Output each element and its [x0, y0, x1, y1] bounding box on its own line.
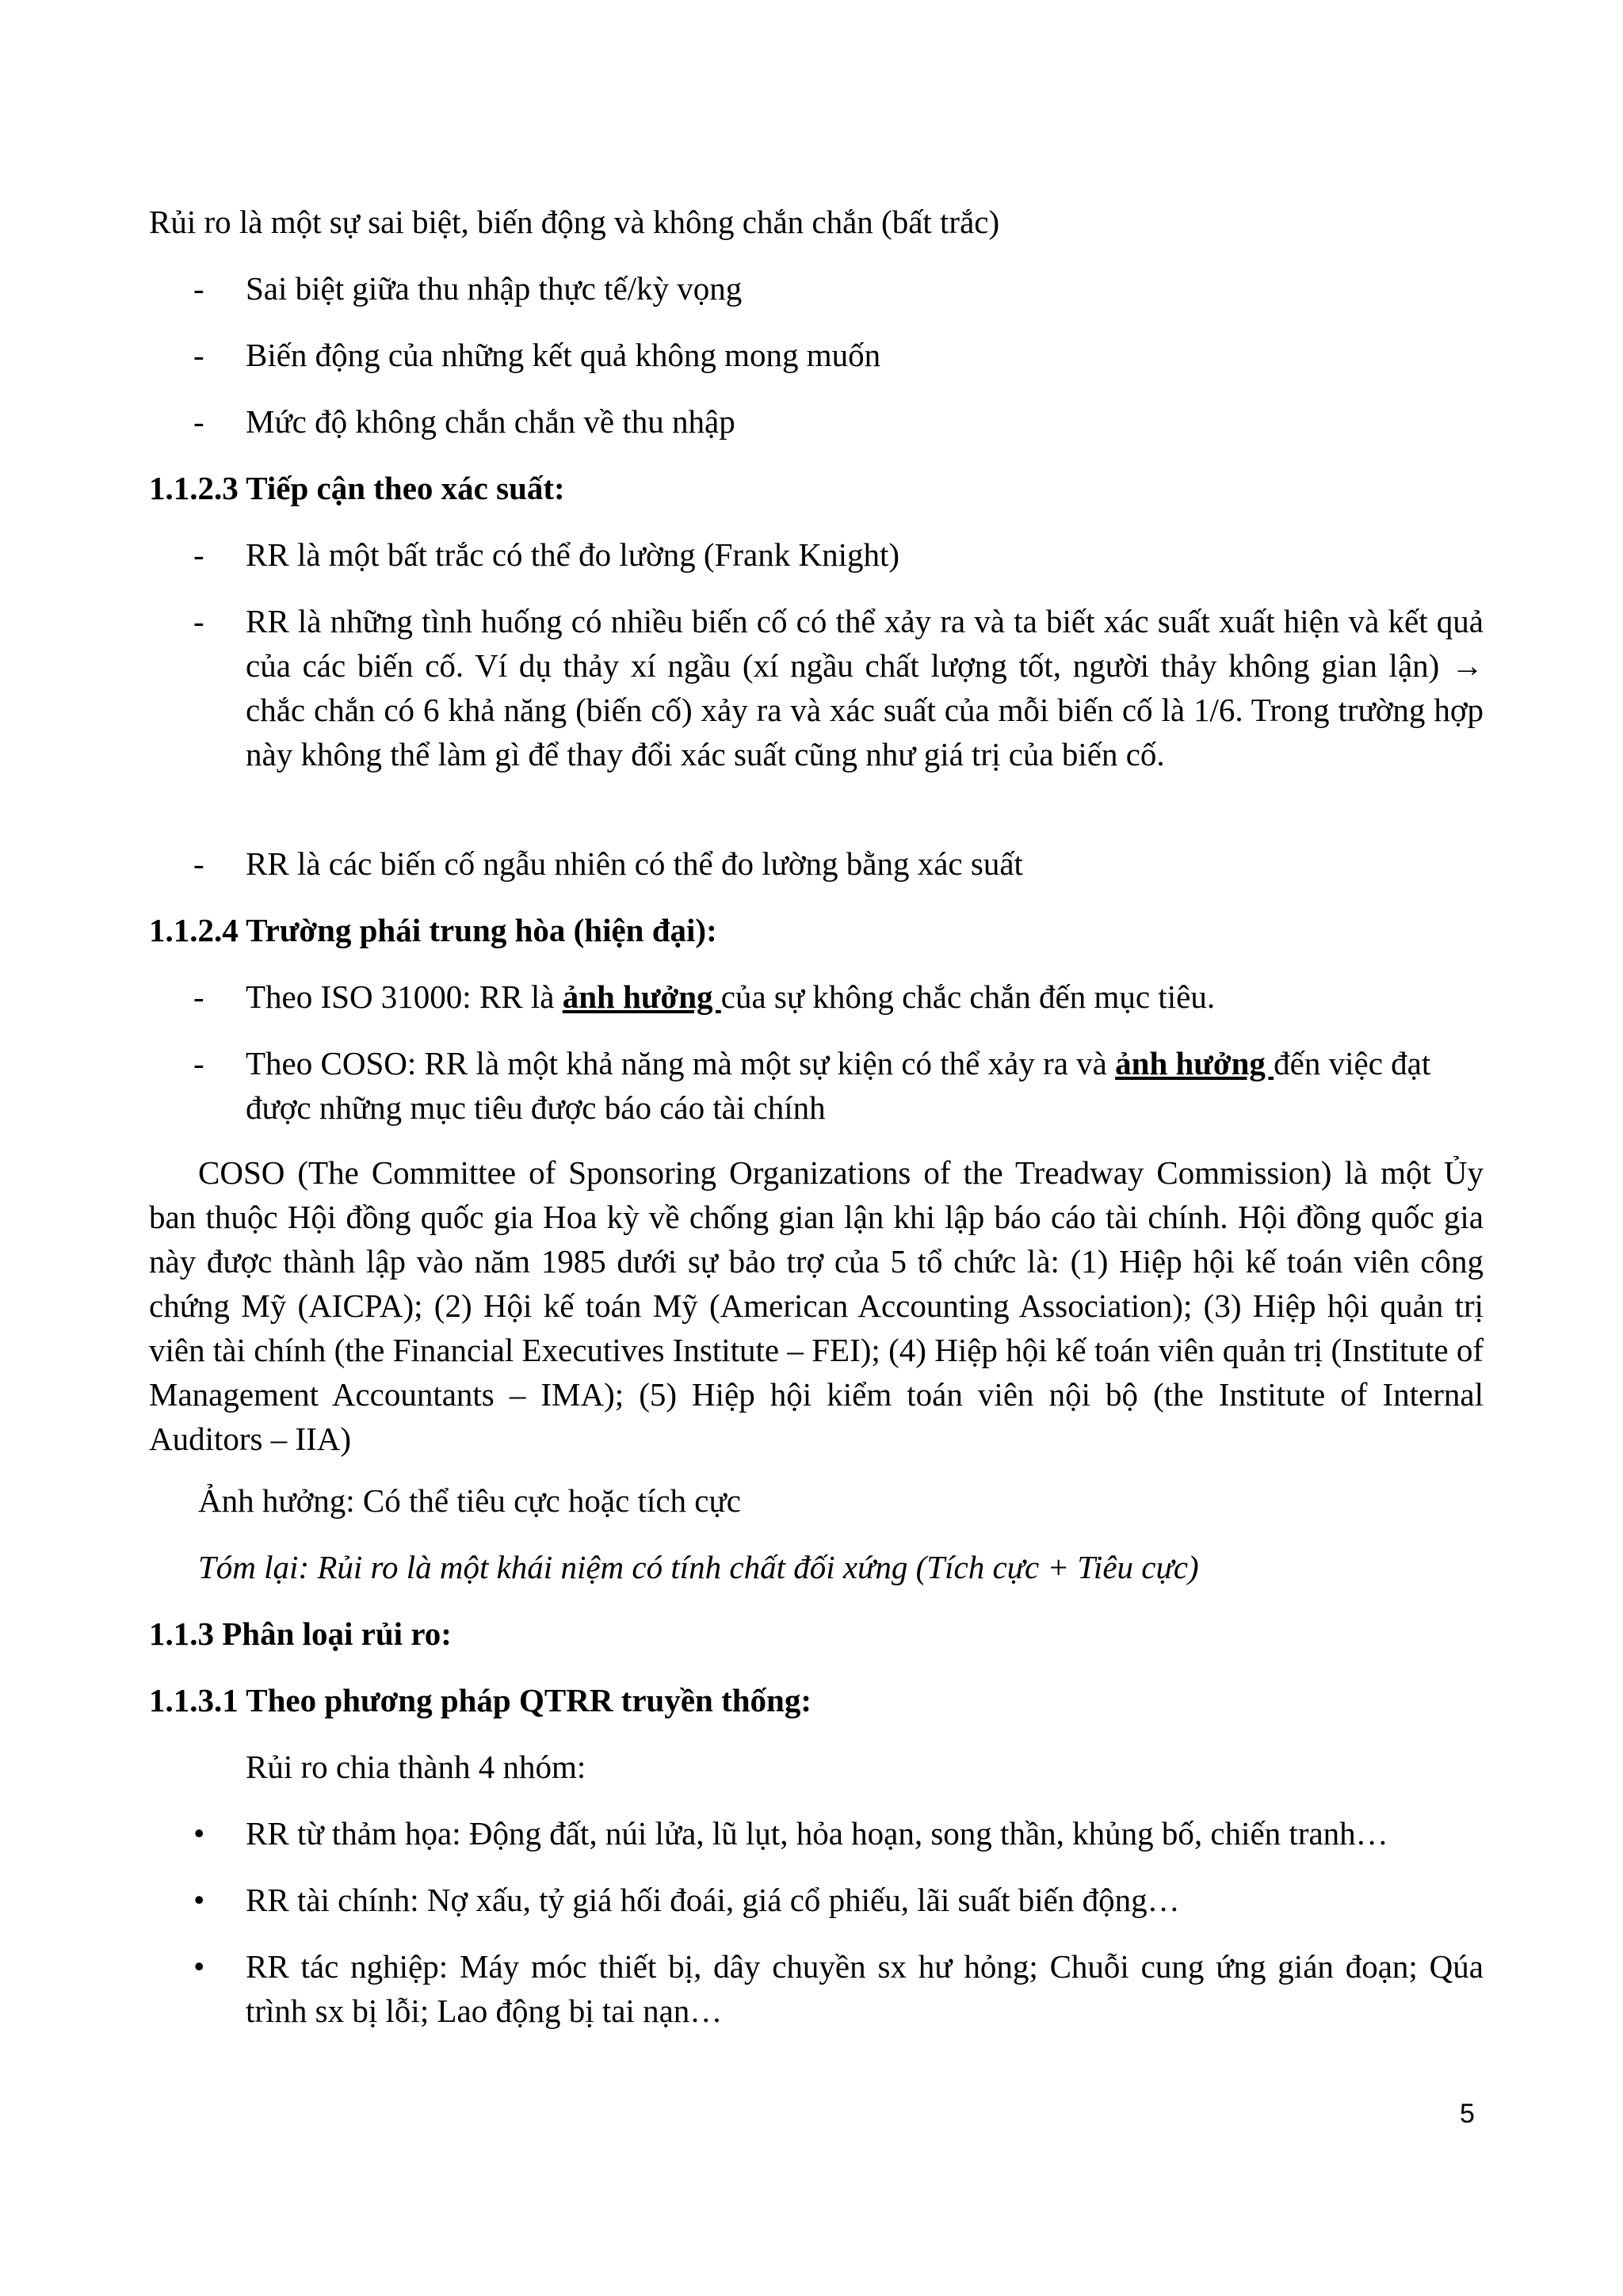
- list-item-coso: Theo COSO: RR là một khả năng mà một sự kiện có thể xảy ra và ảnh hưởng đến việc đạt được những mục tiêu được báo cáo tài chính: [246, 1045, 1431, 1126]
- dash-marker: -: [193, 536, 204, 573]
- coso-paragraph: COSO (The Committee of Sponsoring Organizations of the Treadway Commission) là một Ủy ban thuộc Hội đồng quốc gia Hoa kỳ về chống gian lận khi lập báo cáo tài chính. Hội đồng quốc gia này được thành lập vào năm 1985 dưới sự bảo trợ của 5 tổ chức là: (1) Hiệp hội kế toán viên công chứng Mỹ (AICPA); (2) Hội kế toán Mỹ (American Accounting Association); (3) Hiệp hội quản trị viên tài chính (the Financial Executives Institute – FEI); (4) Hiệp hội kế toán viên quản trị (Institute of Management Accountants – IMA); (5) Hiệp hội kiểm toán viên nội bộ (the Institute of Internal Auditors – IIA): [149, 1154, 1484, 1457]
- list-item: RR là những tình huống có nhiều biến cố có thể xảy ra và ta biết xác suất xuất hiện và kết quả của các biến cố. Ví dụ thảy xí ngầu (xí ngầu chất lượng tốt, người thảy không gian lận) → chắc chắn có 6 khả năng (biến cố) xảy ra và xác suất của mỗi biến cố là 1/6. Trong trường hợp này không thể làm gì để thay đổi xác suất cũng như giá trị của biến cố.: [246, 603, 1484, 772]
- dash-marker: -: [193, 337, 204, 373]
- dash-marker: -: [193, 1045, 204, 1081]
- list-item: RR từ thảm họa: Động đất, núi lửa, lũ lụt, hỏa hoạn, song thần, khủng bố, chiến tranh…: [246, 1815, 1388, 1852]
- list-item: RR là các biến cố ngẫu nhiên có thể đo lường bằng xác suất: [246, 845, 1023, 882]
- impact-text: Ảnh hưởng: Có thể tiêu cực hoặc tích cực: [198, 1482, 741, 1519]
- dash-marker: -: [193, 845, 204, 882]
- dash-marker: -: [193, 270, 204, 307]
- groups-intro: Rủi ro chia thành 4 nhóm:: [246, 1749, 586, 1785]
- bullet-marker: •: [193, 1815, 205, 1852]
- list-item: Biến động của những kết quả không mong muốn: [246, 337, 881, 373]
- list-item: RR tài chính: Nợ xấu, tỷ giá hối đoái, giá cổ phiếu, lãi suất biến động…: [246, 1882, 1180, 1918]
- bullet-marker: •: [193, 1948, 205, 1985]
- list-item-iso: Theo ISO 31000: RR là ảnh hưởng của sự không chắc chắn đến mục tiêu.: [246, 978, 1216, 1015]
- summary-text: Tóm lại: Rủi ro là một khái niệm có tính chất đối xứng (Tích cực + Tiêu cực): [198, 1549, 1199, 1585]
- list-item: RR tác nghiệp: Máy móc thiết bị, dây chuyền sx hư hỏng; Chuỗi cung ứng gián đoạn; Qúa trình sx bị lỗi; Lao động bị tai nạn…: [246, 1948, 1484, 2029]
- emphasis-text: ảnh hưởng: [1115, 1045, 1274, 1081]
- list-item: Sai biệt giữa thu nhập thực tế/kỳ vọng: [246, 270, 743, 307]
- section-heading: 1.1.2.4 Trường phái trung hòa (hiện đại):: [149, 912, 717, 948]
- list-item: Mức độ không chắn chắn về thu nhập: [246, 403, 735, 440]
- dash-marker: -: [193, 978, 204, 1015]
- list-item: RR là một bất trắc có thể đo lường (Frank Knight): [246, 536, 900, 573]
- section-heading: 1.1.2.3 Tiếp cận theo xác suất:: [149, 470, 565, 506]
- section-heading: 1.1.3 Phân loại rủi ro:: [149, 1615, 452, 1652]
- dash-marker: -: [193, 403, 204, 440]
- bullet-marker: •: [193, 1882, 205, 1918]
- intro-text: Rủi ro là một sự sai biệt, biến động và không chắn chắn (bất trắc): [149, 204, 1000, 240]
- dash-marker: -: [193, 603, 204, 639]
- emphasis-text: ảnh hưởng: [562, 978, 721, 1015]
- page-number: 5: [1460, 2099, 1475, 2129]
- section-heading: 1.1.3.1 Theo phương pháp QTRR truyền thống:: [149, 1682, 812, 1718]
